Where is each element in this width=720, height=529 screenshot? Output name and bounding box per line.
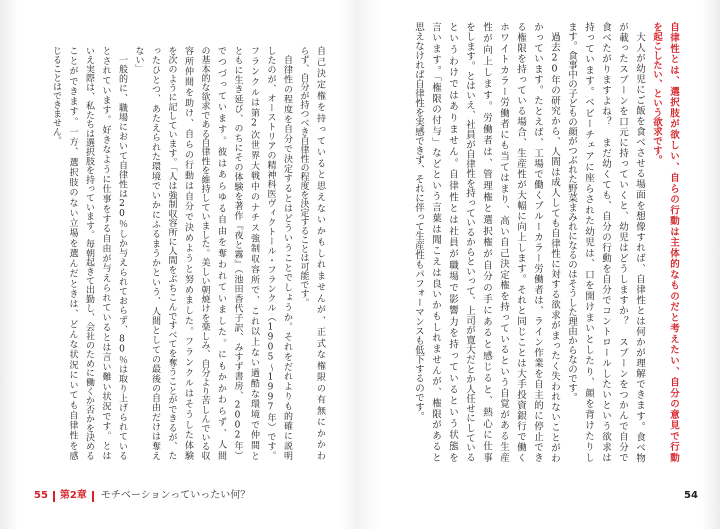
page-number: 55 bbox=[34, 490, 48, 501]
highlight-line: 自律性とは、選択肢が欲しい、自らの行動は主体的なものだと考えたい、自分の意見で行動 bbox=[668, 22, 679, 462]
text-column: る権限を持っている場合、生産性が大幅に向上します。それと同じことは大手投資銀行で働く bbox=[515, 22, 526, 462]
body-text-right bbox=[410, 22, 682, 462]
text-column: を次のように記しています。「人は強制収容所に人間をぶちこんですべてを奪うことができるが、た bbox=[166, 46, 177, 460]
body-text-left bbox=[48, 46, 329, 460]
text-column: が載ったスプーンを口元に持っていくと、幼児はどうしますか？ スプーンをつかんで自分で bbox=[617, 22, 628, 462]
text-column: をします。とはいえ、社員が自律性を持っているからといって、上司が寛大だとか人任せにしている bbox=[464, 22, 475, 462]
separator-bar bbox=[92, 491, 94, 502]
text-column: ます。食事中の子どもの顔がつぶれた野菜まみれになるのはそうした理由からなのです。 bbox=[566, 22, 577, 402]
text-column: ない」 bbox=[133, 46, 144, 73]
highlight-line: を起こしたい、という欲求です。 bbox=[651, 22, 662, 165]
text-column: じることはできません。 bbox=[51, 46, 61, 145]
separator-bar bbox=[53, 491, 55, 502]
text-column: 思えなければ自律性を実感できず、それに伴って生産性もパフォーマンスも低下するのです。 bbox=[413, 22, 424, 421]
text-column: ことができます。一方、選択肢のない立場を選んだときは、どんな状況にいても自律性を感 bbox=[67, 46, 78, 460]
text-column: 性が向上します。労働者は、管理権と選択権が自分の手にあると感じると、熱心に仕事 bbox=[481, 22, 492, 462]
text-column: かっています。たとえば、工場で働くブルーカラー労働者は、ライン作業を自主的に停止でき bbox=[532, 22, 543, 462]
page-54 bbox=[360, 0, 720, 529]
page-footer-left bbox=[34, 489, 250, 503]
text-column: いえ実際は、私たちは選択肢を持っています。毎朝起きて出勤し、会社のために働くか否かを決める bbox=[84, 46, 94, 460]
text-column: 自律性の程度を自分で決定するとはどういうことでしょうか。それをだれよりも的確に説明 bbox=[282, 55, 292, 460]
text-column: でつづっています。彼はあらゆる自由を奪われていました。にもかかわらず、人間 bbox=[216, 46, 226, 460]
text-column: とされています。好きなように仕事をする自由が与えられているとは言い難い状況です。とは bbox=[100, 46, 111, 461]
text-column: フランクルは第2次世界大戦中のナチス強制収容所で、これ以上ない過酷な環境で仲間と bbox=[249, 46, 259, 461]
text-column: の基本的な欲求である自律性を維持していました。美しい朝焼けを楽しみ、自分より苦しんでいる収 bbox=[199, 46, 210, 460]
page-footer-right bbox=[684, 489, 698, 503]
text-column: 一般的に、職場において自律性は20％しか与えられておらず、80％は取り上げられている bbox=[117, 55, 127, 460]
text-column: したのが、オーストリアの精神科医ヴィクトール・フランクル（1905～1997年）です。 bbox=[265, 46, 276, 460]
text-column: らず、自分が持つべき自律性の程度を決定することは可能です。 bbox=[298, 46, 309, 307]
text-column: 容所仲間を助け、自らの行動は自分で決めようと努めました。フランクルはそうした体験 bbox=[183, 46, 193, 460]
text-column: 過去20年の研究から、人間は成人しても自律性に対する欲求がまったく失われないことがわ bbox=[549, 31, 560, 462]
text-column: 食べたがりますよね？ まだ幼くても、自分の行動を自分でコントロールしたいという欲求は bbox=[600, 22, 611, 462]
chapter-label: 第2章 bbox=[59, 490, 87, 501]
text-column: というわけではありません。自律性とは社員が職場で影響力を持っているという状態を bbox=[447, 22, 458, 462]
text-column: ホワイトカラー労働者にも当てはまり、高い自己決定権を持っているという自覚がある生産 bbox=[498, 22, 509, 463]
page-number: 54 bbox=[684, 490, 698, 501]
text-column: ったひとつ、あたえられた環境でいかにふるまうかという、人間としての最後の自由だけは奪え bbox=[150, 46, 160, 460]
running-title: モチベーションっていったい何？ bbox=[100, 490, 251, 501]
text-column: 持っています。ベビーチェアに座らされた幼児は、口を開けまいとしたり、顔を背けたりし bbox=[583, 22, 594, 463]
text-column: 自己決定権を持っていると思えないかもしれませんが、正式な権限の有無にかかわ bbox=[315, 46, 325, 460]
text-column: 言います。「権限の付与」などという言葉は聞こえは良いかもしれませんが、権限があると bbox=[430, 22, 441, 462]
text-column: ともに生き延び、のちにその体験を著作『夜と霧』（池田香代子訳、みすず書房、2002年） bbox=[232, 46, 243, 460]
text-column: 大人が幼児にご飯を食べさせる場面を想像すれば、自律性とは何かが理解できます。食べ物 bbox=[634, 31, 645, 462]
